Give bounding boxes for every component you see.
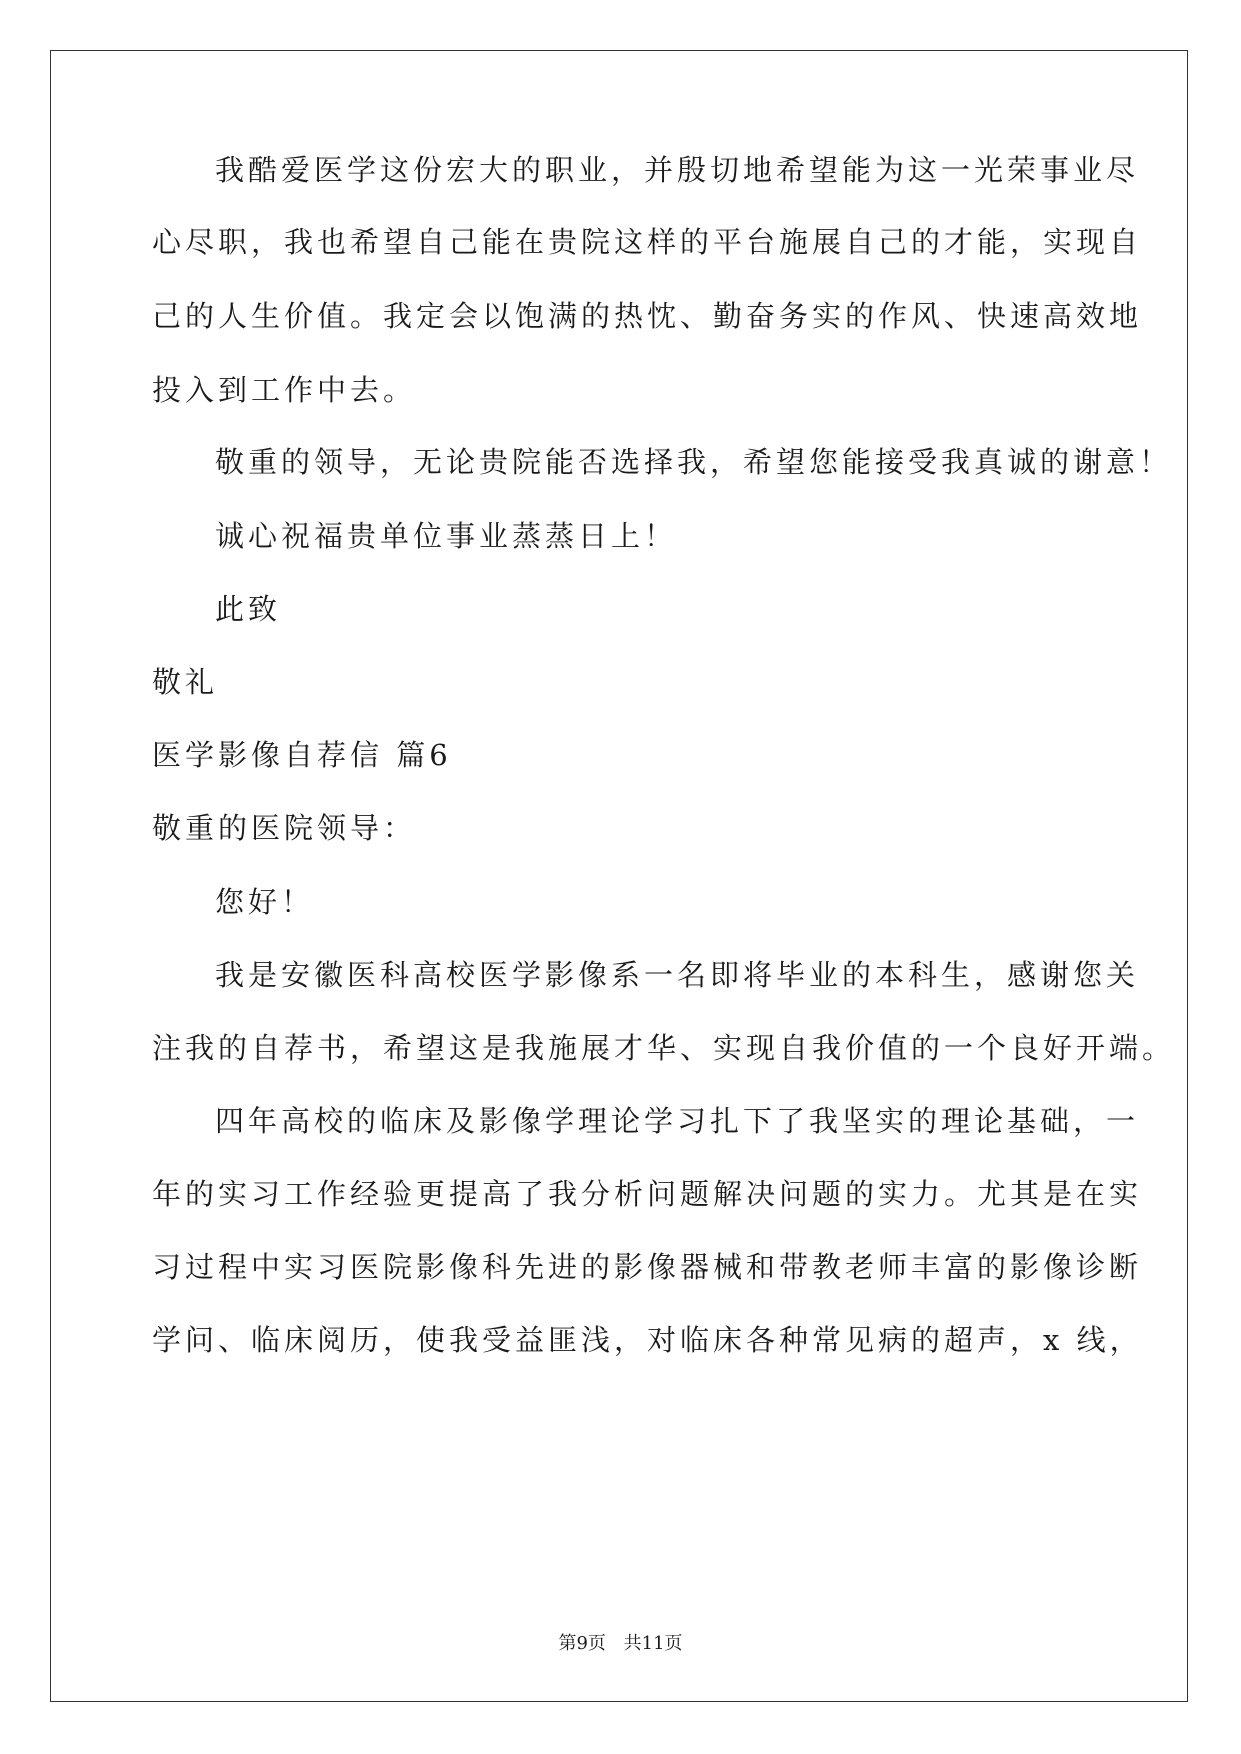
closing-regards: 敬礼: [152, 665, 219, 699]
letter-greeting: 敬重的医院领导：: [152, 811, 417, 845]
text-line: 心尽职，我也希望自己能在贵院这样的平台施展自己的才能，实现自: [152, 225, 1143, 259]
text-line: 我酷爱医学这份宏大的职业，并殷切地希望能为这一光荣事业尽: [215, 153, 1140, 187]
text-line: 习过程中实习医院影像科先进的影像器械和带教老师丰富的影像诊断: [152, 1250, 1143, 1284]
text-line: 己的人生价值。我定会以饱满的热忱、勤奋务实的作风、快速高效地: [152, 299, 1143, 333]
text-line: 我是安徽医科高校医学影像系一名即将毕业的本科生，感谢您关: [215, 958, 1140, 992]
text-line: 学问、临床阅历，使我受益匪浅，对临床各种常见病的超声，x 线，: [152, 1323, 1143, 1357]
text-line: 您好！: [215, 885, 315, 919]
text-line: 四年高校的临床及影像学理论学习扎下了我坚实的理论基础，一: [215, 1104, 1140, 1138]
page-footer: [0, 1629, 1241, 1655]
page-number: 第9页: [558, 1633, 606, 1654]
section-title: 医学影像自荐信 篇6: [152, 738, 452, 772]
text-line: 年的实习工作经验更提高了我分析问题解决问题的实力。尤其是在实: [152, 1177, 1143, 1211]
page-total: 共11页: [623, 1633, 683, 1654]
text-line: 敬重的领导，无论贵院能否选择我，希望您能接受我真诚的谢意！: [215, 445, 1173, 479]
text-line: 诚心祝福贵单位事业蒸蒸日上！: [215, 519, 678, 553]
text-line: 注我的自荐书，希望这是我施展才华、实现自我价值的一个良好开端。: [152, 1031, 1176, 1065]
text-line: 投入到工作中去。: [152, 373, 417, 407]
closing-salutation: 此致: [215, 592, 282, 626]
